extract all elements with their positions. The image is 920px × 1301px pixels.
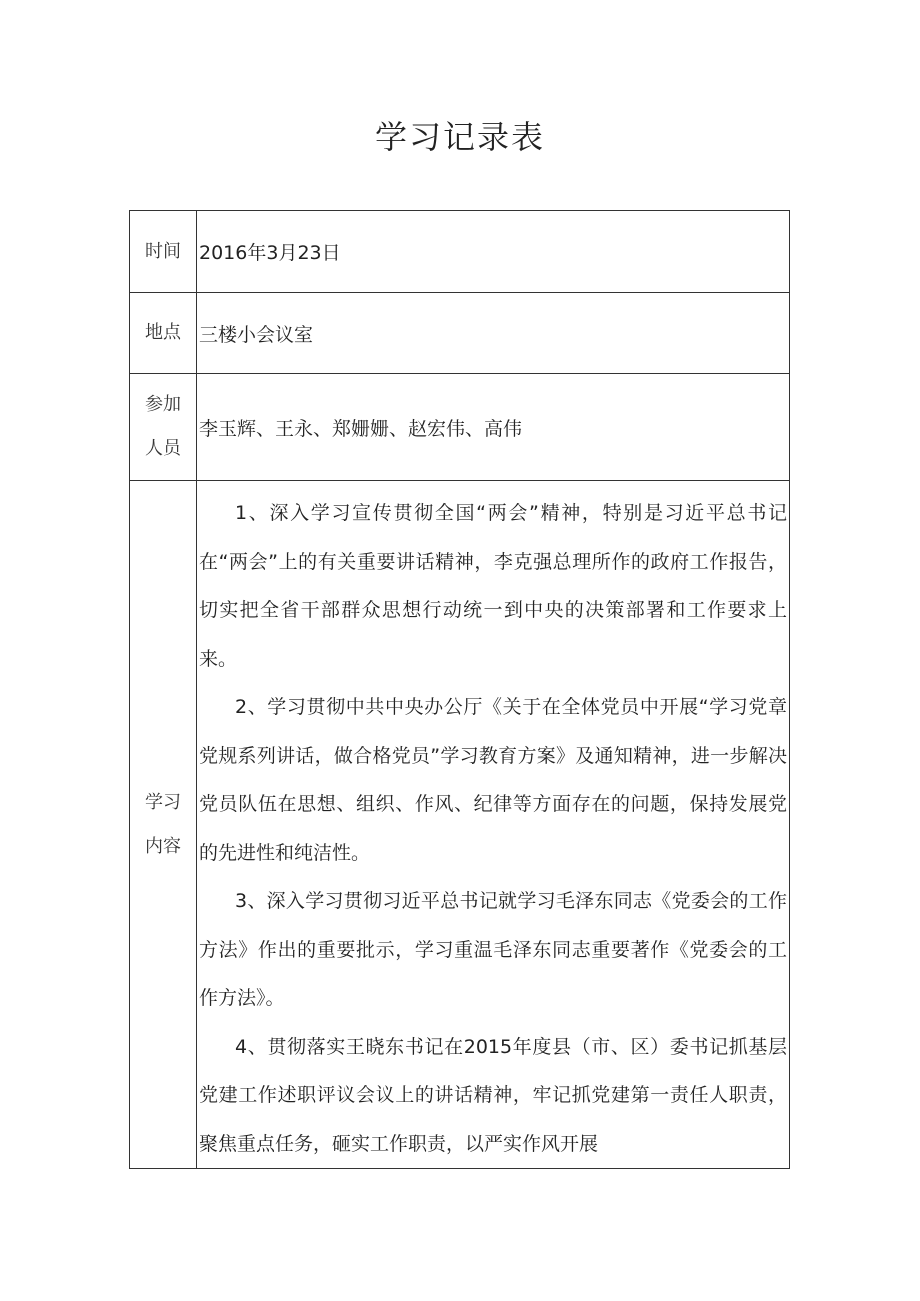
place-value: 三楼小会议室 — [197, 293, 790, 374]
table-row-content — [130, 481, 790, 1169]
participants-value: 李玉辉、王永、郑姗姗、赵宏伟、高伟 — [197, 374, 790, 481]
study-record-table — [129, 210, 790, 1169]
content-paragraph-1: 1、深入学习宣传贯彻全国“两会”精神，特别是习近平总书记在“两会”上的有关重要讲话精神，李克强总理所作的政府工作报告，切实把全省干部群众思想行动统一到中央的决策部署和工作要求上来。 — [199, 502, 787, 670]
participants-label-line2: 人员 — [145, 438, 181, 459]
participants-label-line1: 参加 — [145, 394, 181, 415]
content-paragraph-4: 4、贯彻落实王晓东书记在2015年度县（市、区）委书记抓基层党建工作述职评议会议上的讲话精神，牢记抓党建第一责任人职责，聚焦重点任务，砸实工作职责，以严实作风开展 — [199, 1035, 787, 1155]
content-label-line2: 内容 — [145, 835, 181, 857]
table-row-participants — [130, 374, 790, 481]
table-row-time — [130, 211, 790, 293]
content-paragraph-2: 2、学习贯彻中共中央办公厅《关于在全体党员中开展“学习党章党规系列讲话，做合格党员”学习教育方案》及通知精神，进一步解决党员队伍在思想、组织、作风、纪律等方面存在的问题，保持发展党的先进性和纯洁性。 — [199, 696, 787, 864]
content-label — [130, 481, 197, 1169]
table-row-place — [130, 293, 790, 374]
time-value: 2016年3月23日 — [197, 211, 790, 293]
content-label-line1: 学习 — [145, 791, 181, 813]
participants-label — [130, 374, 197, 481]
page-title: 学习记录表 — [374, 118, 545, 156]
content-value — [197, 481, 790, 1169]
place-label: 地点 — [130, 293, 197, 374]
content-paragraph-3: 3、深入学习贯彻习近平总书记就学习毛泽东同志《党委会的工作方法》作出的重要批示，学习重温毛泽东同志重要著作《党委会的工作方法》。 — [199, 890, 787, 1009]
time-label: 时间 — [130, 211, 197, 293]
